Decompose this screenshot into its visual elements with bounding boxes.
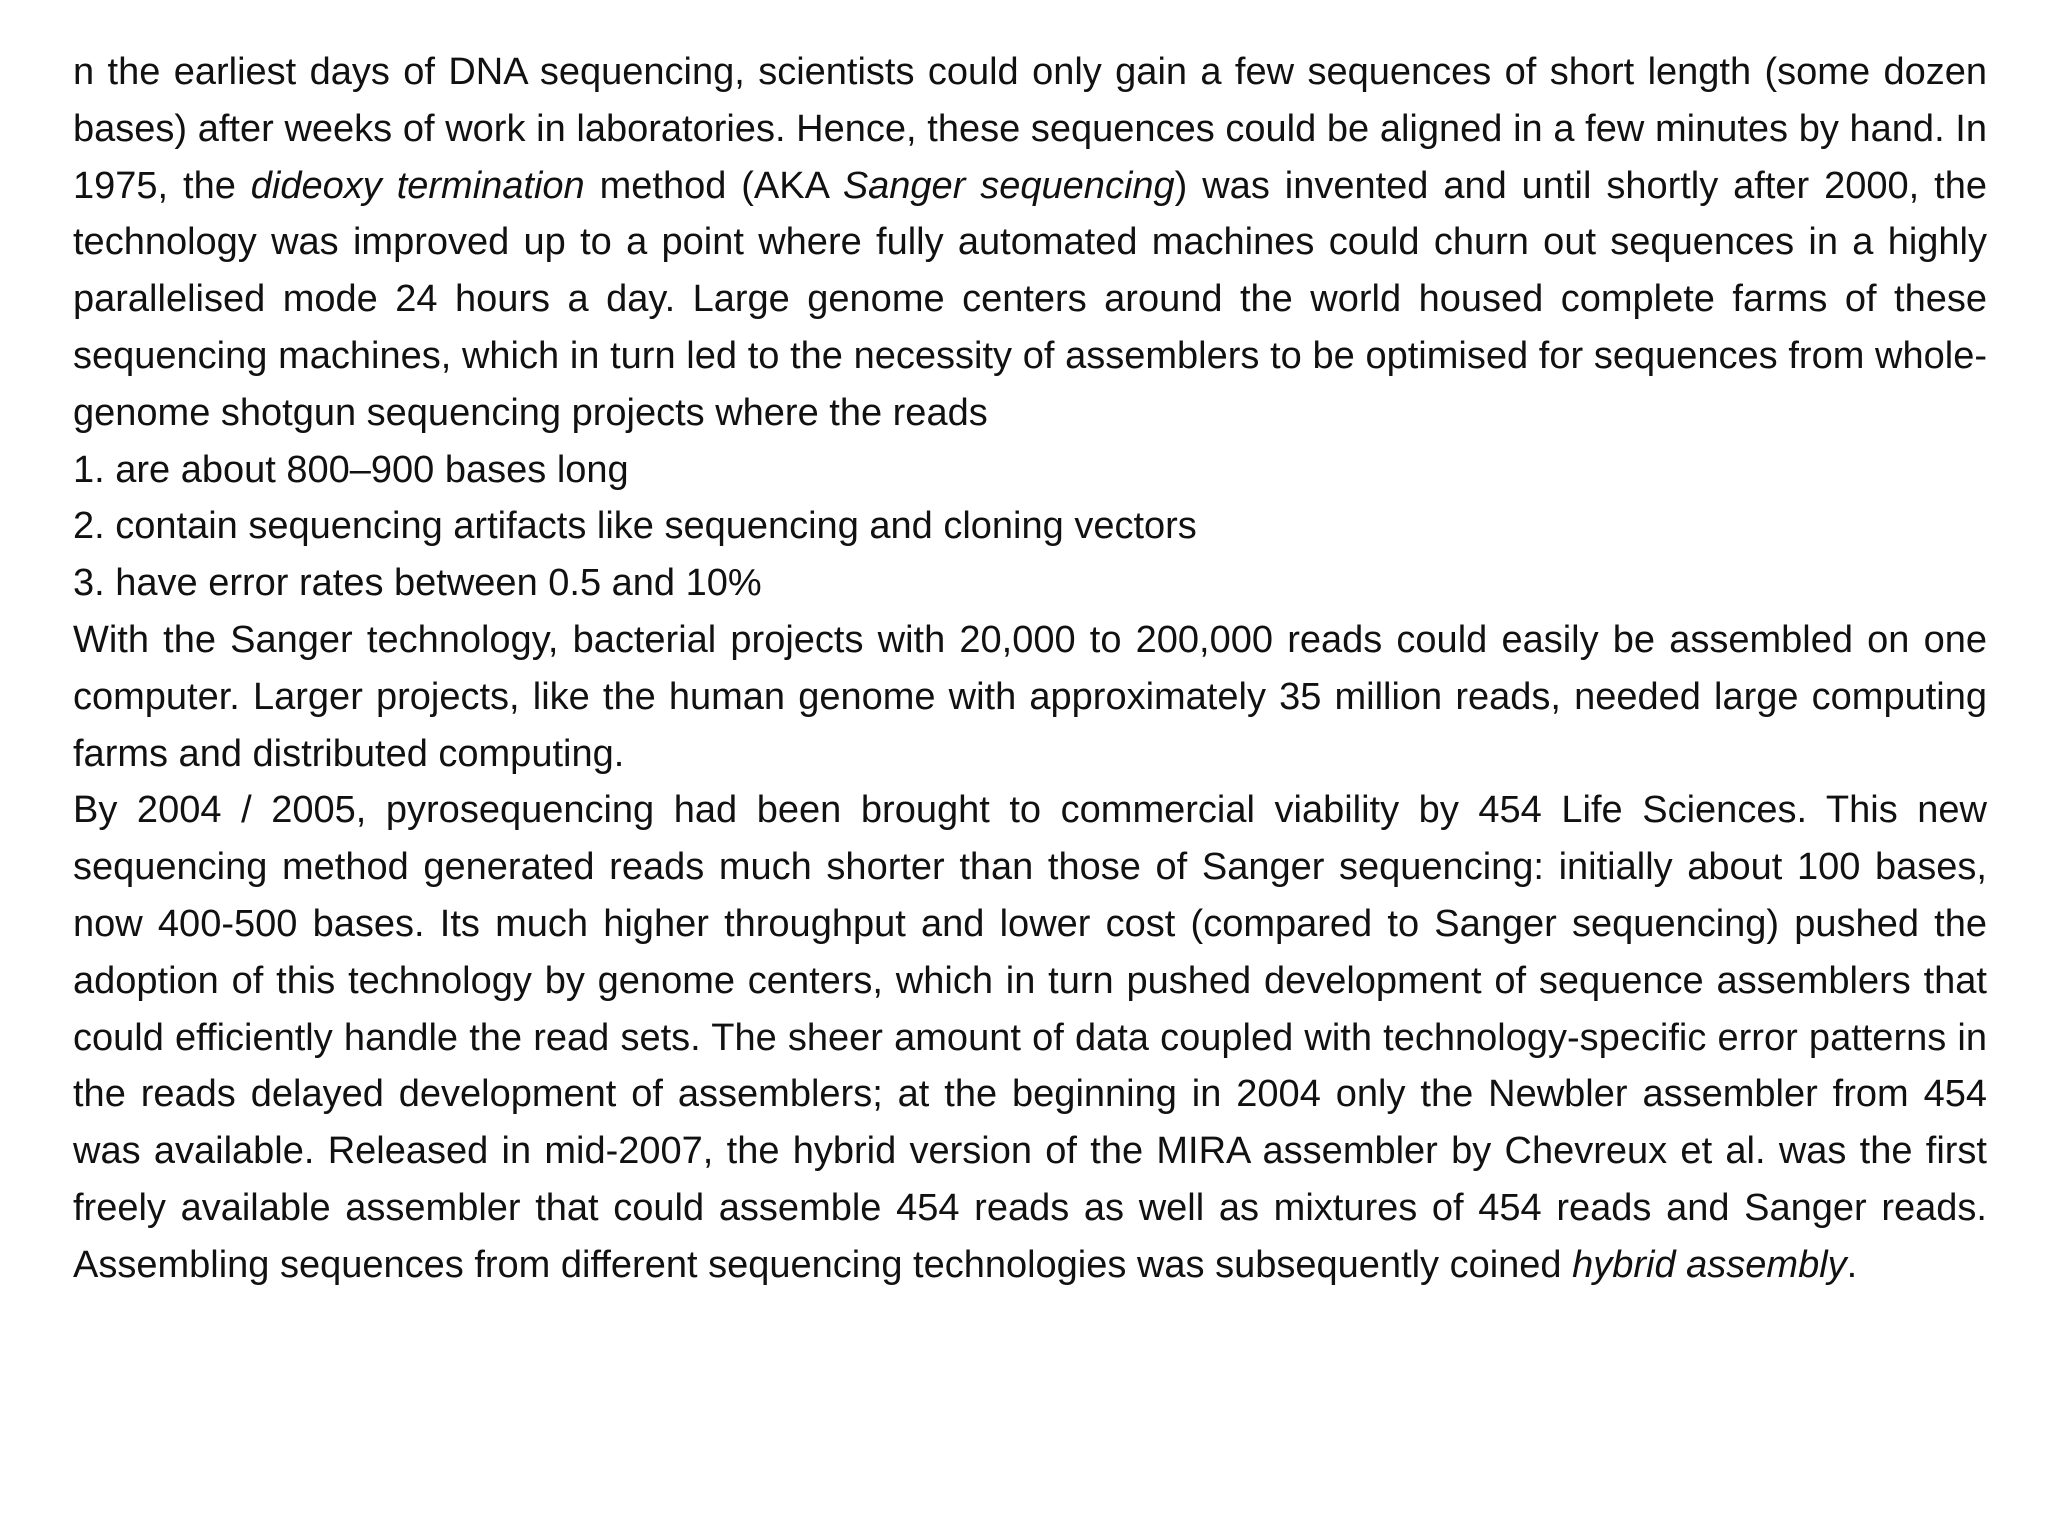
read-properties-list xyxy=(73,442,1987,612)
paragraph-pyrosequencing xyxy=(73,782,1987,1293)
text-segment: n the earliest days of DNA sequencing, scientists could only gain a few sequences of short length (some dozen bases) after weeks of work in laboratories. Hence, these sequences could be aligned in a few minutes by hand. In 1975, the xyxy=(73,51,1987,207)
text-segment: method (AKA xyxy=(584,164,843,207)
italic-term-sanger-sequencing: Sanger sequencing xyxy=(842,164,1175,207)
text-segment: ) was invented and until shortly after 2000, the technology was improved up to a point where fully automated machines could churn out sequences in a highly parallelised mode 24 hours a day. Large genome centers around the world housed complete farms of these sequencing machines, which in turn led to the necessity of assemblers to be optimised for sequences from whole-genome shotgun sequencing projects where the reads xyxy=(73,164,1987,434)
text-segment: . xyxy=(1846,1243,1858,1286)
italic-term-dideoxy-termination: dideoxy termination xyxy=(250,164,585,207)
text-segment: With the Sanger technology, bacterial projects with 20,000 to 200,000 reads could easily be assembled on one computer. Larger projects, like the human genome with approximately 35 million reads, needed large computing farms and distributed computing. xyxy=(73,618,1987,775)
paragraph-sanger-history xyxy=(73,44,1987,442)
paragraph-sanger-projects xyxy=(73,612,1987,782)
list-item: 3. have error rates between 0.5 and 10% xyxy=(73,562,762,605)
italic-term-hybrid-assembly: hybrid assembly xyxy=(1572,1243,1847,1286)
document-body xyxy=(73,44,1987,1294)
list-item: 1. are about 800–900 bases long xyxy=(73,448,629,491)
text-segment: By 2004 / 2005, pyrosequencing had been brought to commercial viability by 454 Life Sciences. This new sequencing method generated reads much shorter than those of Sanger sequencing: initially about 100 bases, now 400-500 bases. Its much higher throughput and lower cost (compared to Sanger sequencing) pushed the adoption of this technology by genome centers, which in turn pushed development of sequence assemblers that could efficiently handle the read sets. The sheer amount of data coupled with technology-specific error patterns in the reads delayed development of assemblers; at the beginning in 2004 only the Newbler assembler from 454 was available. Released in mid-2007, the hybrid version of the MIRA assembler by Chevreux et al. was the first freely available assembler that could assemble 454 reads as well as mixtures of 454 reads and Sanger reads. Assembling sequences from different sequencing technologies was subsequently coined xyxy=(73,789,1987,1286)
list-item: 2. contain sequencing artifacts like sequencing and cloning vectors xyxy=(73,505,1197,548)
